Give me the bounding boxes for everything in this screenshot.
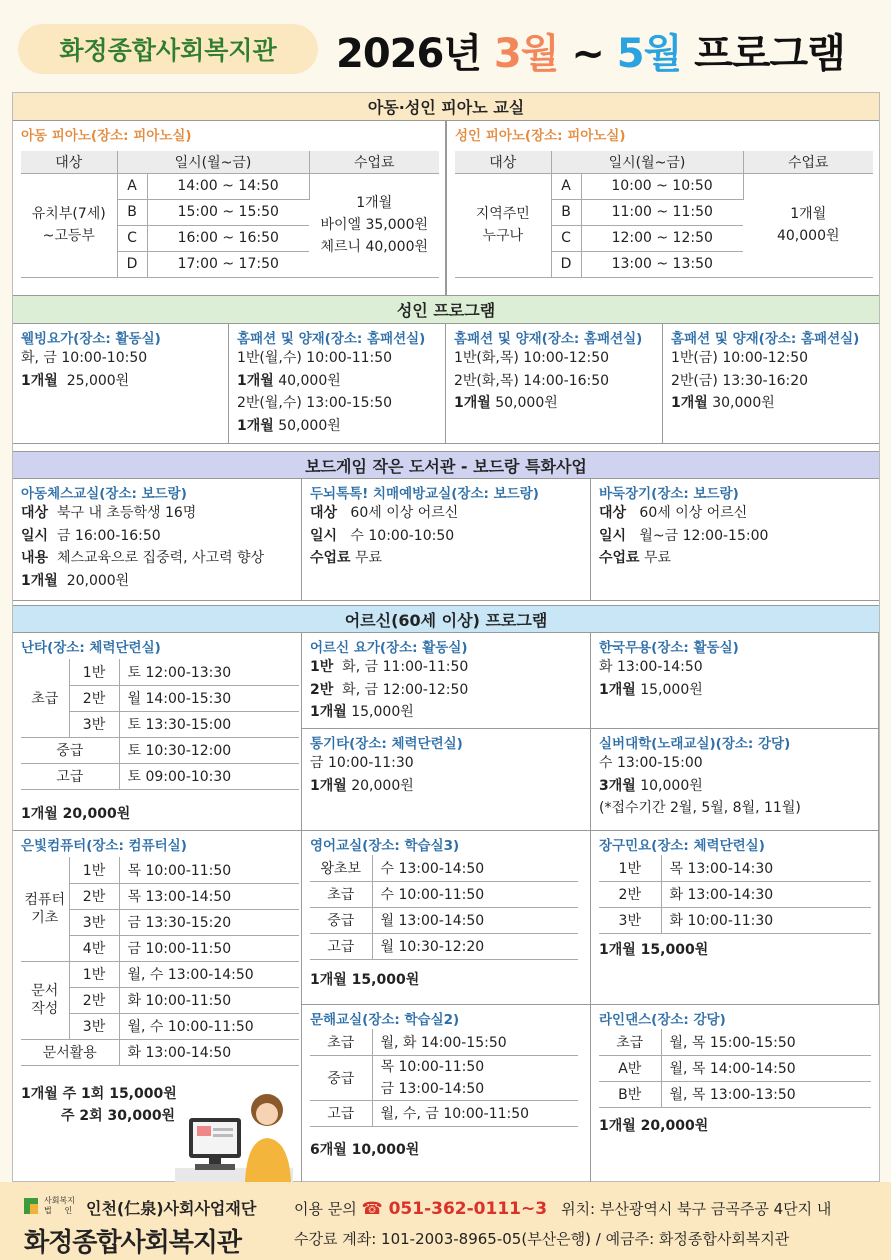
english-fee: 1개월 15,000원 xyxy=(310,972,420,988)
english-table xyxy=(310,855,578,960)
program-title: 웰빙요가(장소: 활동실) xyxy=(21,331,161,347)
account-line: 수강료 계좌: 101-2003-8965-05(부산은행) / 예금주: 화정종합사회복지관 xyxy=(294,1230,790,1248)
footer-org-name: 화정종합사회복지관 xyxy=(24,1228,242,1258)
table-row: 왕초보 수 13:00-14:50 xyxy=(310,855,578,881)
table-row: 2반 화 13:00-14:30 xyxy=(599,881,871,907)
table-row: 1반 목 13:00-14:30 xyxy=(599,855,871,881)
adult-piano-table: 대상 일시(월~금) 수업료 지역주민 누구나 A 10:00 ~ 10:50 1개월 40,000원 B 11:00 ~ 11:50 C 12:00 ~ 12:50 D 13:00 ~ 13:50 xyxy=(455,151,873,278)
section-title: 보드게임 작은 도서관 - 보드랑 특화사업 xyxy=(13,451,879,479)
child-piano-table: 대상 일시(월~금) 수업료 유치부(7세) ~고등부 A 14:00 ~ 14:50 1개월 바이엘 35,000원 체르니 40,000원 B 15:00 ~ 15:50 C 16:00 ~ 16:50 D 17:00 ~ 17:50 xyxy=(21,151,439,278)
table-row: 초급 월, 목 15:00-15:50 xyxy=(599,1029,871,1055)
janggu-box xyxy=(591,831,879,1005)
line-dance-box xyxy=(591,1005,879,1183)
line-dance-fee: 1개월 20,000원 xyxy=(599,1118,709,1134)
table-row: 중급 월 13:00-14:50 xyxy=(310,907,578,933)
adult-piano-title: 성인 피아노(장소: 피아노실) xyxy=(455,128,626,144)
guitarlines-text: 금 10:00-11:30 1개월 20,000원 xyxy=(310,755,414,794)
adult-piano xyxy=(446,121,879,295)
child-piano xyxy=(13,121,446,295)
footer xyxy=(0,1182,891,1260)
adult-program-3 xyxy=(446,324,663,443)
table-row: 3반 화 10:00-11:30 xyxy=(599,907,871,933)
literacy-box xyxy=(302,1005,591,1183)
table-row: A반 월, 목 14:00-14:50 xyxy=(599,1055,871,1081)
line-dance-title: 라인댄스(장소: 강당) xyxy=(599,1012,726,1028)
program-details: 대상 60세 이상 어르신 일시 수 10:00-10:50 수업료 무료 xyxy=(310,505,459,566)
contact-line: 이용 문의 ☎ 051-362-0111~3 위치: 부산광역시 북구 금곡주공 4단지 내 xyxy=(294,1199,832,1219)
piano-section xyxy=(13,93,879,296)
adult-program-2 xyxy=(229,324,446,443)
program-details: 대상 60세 이상 어르신 일시 월~금 12:00-15:00 수업료 무료 xyxy=(599,505,769,566)
janggu-table xyxy=(599,855,871,934)
program-title: 바둑장기(장소: 보드랑) xyxy=(599,486,739,502)
table-row: B반 월, 목 13:00-13:50 xyxy=(599,1081,871,1107)
board-section xyxy=(13,451,879,601)
program-details: 대상 북구 내 초등학생 16명 일시 금 16:00-16:50 내용 체스교육으로 집중력, 사고력 향상 1개월 20,000원 xyxy=(21,505,265,589)
senior-yoga-title: 어르신 요가(장소: 활동실) xyxy=(310,640,468,656)
program-details: 화, 금 10:00-10:50 1개월 25,000원 xyxy=(21,350,148,389)
guitar-box xyxy=(302,729,591,831)
senior-section xyxy=(13,605,879,1183)
silver-title: 실버대학(노래교실)(장소: 강당) xyxy=(599,736,791,752)
computer-user-illustration xyxy=(175,1088,293,1182)
nanta-table: 초급 1반 토 12:00-13:30 2반 월 14:00-15:30 3반 토 13:30-15:00 중급 토 10:30-12:00 고급 토 09:00-10:30 xyxy=(21,659,299,790)
org-pill: 화정종합사회복지관 xyxy=(18,24,318,74)
nanta-title: 난타(장소: 체력단련실) xyxy=(21,640,161,656)
english-title: 영어교실(장소: 학습실3) xyxy=(310,838,460,854)
program-title: 두뇌톡톡! 치매예방교실(장소: 보드랑) xyxy=(310,486,539,502)
child-piano-title: 아동 피아노(장소: 피아노실) xyxy=(21,128,192,144)
foundation-name: 인천(仁泉)사회사업재단 xyxy=(86,1199,257,1218)
board-program-3 xyxy=(591,479,879,600)
program-title: 홈패션 및 양재(장소: 홈패션실) xyxy=(671,331,860,347)
literacy-table: 초급 월, 화 14:00-15:50 중급 목 10:00-11:50 금 13:00-14:50 고급 월, 수, 금 10:00-11:50 xyxy=(310,1029,578,1127)
adult-program-4 xyxy=(663,324,879,443)
program-title: 홈패션 및 양재(장소: 홈패션실) xyxy=(454,331,643,347)
english-box xyxy=(302,831,591,1005)
program-title: 홈패션 및 양재(장소: 홈패션실) xyxy=(237,331,426,347)
yogalines-text: 1반 화, 금 11:00-11:50 2반 화, 금 12:00-12:50 1개월 15,000원 xyxy=(310,659,469,720)
janggu-title: 장구민요(장소: 체력단련실) xyxy=(599,838,765,854)
phone-number[interactable]: ☎ 051-362-0111~3 xyxy=(361,1199,548,1219)
section-title: 어르신(60세 이상) 프로그램 xyxy=(13,605,879,633)
table-row: 고급 월 10:30-12:20 xyxy=(310,933,578,959)
nanta-box xyxy=(13,633,302,831)
logo-icon xyxy=(24,1198,38,1214)
computer-fee: 1개월 주 1회 15,000원 xyxy=(21,1086,177,1102)
logo-small-text: 사회복지 법 인 xyxy=(44,1196,75,1215)
computer-table: 컴퓨터 기초 1반 목 10:00-11:50 2반 목 13:00-14:50 3반 금 13:30-15:20 4반 금 10:00-11:50 문서 작성 1반 월, 수 13:00-14:50 2반 화 10:00-11:50 3반 월, 수 10:00-11:50 문서활용 화 13:00-14:50 xyxy=(21,857,299,1066)
literacy-title: 문해교실(장소: 학습실2) xyxy=(310,1012,460,1028)
dancelines-text: 화 13:00-14:50 1개월 15,000원 xyxy=(599,659,703,698)
adult-section xyxy=(13,296,879,444)
computer-fee-2: 주 2회 30,000원 xyxy=(61,1108,176,1124)
guitar-title: 통기타(장소: 체력단련실) xyxy=(310,736,463,752)
table-row: 초급 수 10:00-11:50 xyxy=(310,881,578,907)
program-details: 1반(화,목) 10:00-12:50 2반(화,목) 14:00-16:50 1개월 50,000원 xyxy=(454,350,610,411)
section-title: 아동·성인 피아노 교실 xyxy=(13,93,879,121)
line-dance-table xyxy=(599,1029,871,1108)
section-title: 성인 프로그램 xyxy=(13,296,879,324)
korean-dance-box xyxy=(591,633,879,729)
page-title: 2026년 3월 ~ 5월 프로그램 xyxy=(336,31,845,77)
literacy-fee: 6개월 10,000원 xyxy=(310,1142,420,1158)
program-title: 아동체스교실(장소: 보드랑) xyxy=(21,486,187,502)
korean-dance-title: 한국무용(장소: 활동실) xyxy=(599,640,739,656)
program-details: 1반(금) 10:00-12:50 2반(금) 13:30-16:20 1개월 30,000원 xyxy=(671,350,809,411)
janggu-fee: 1개월 15,000원 xyxy=(599,942,709,958)
nanta-fee: 1개월 20,000원 xyxy=(21,806,131,822)
content-frame xyxy=(12,92,880,1182)
silverlines-text: 수 13:00-15:00 3개월 10,000원 (*접수기간 2월, 5월, 8월, 11월) xyxy=(599,755,801,816)
senior-yoga-box xyxy=(302,633,591,729)
board-program-2 xyxy=(302,479,591,600)
adult-program-1 xyxy=(13,324,229,443)
board-program-1 xyxy=(13,479,302,600)
header xyxy=(0,0,891,90)
program-details: 1반(월,수) 10:00-11:50 1개월 40,000원 2반(월,수) 13:00-15:50 1개월 50,000원 xyxy=(237,350,393,434)
silver-box xyxy=(591,729,879,831)
computer-title: 은빛컴퓨터(장소: 컴퓨터실) xyxy=(21,838,187,854)
